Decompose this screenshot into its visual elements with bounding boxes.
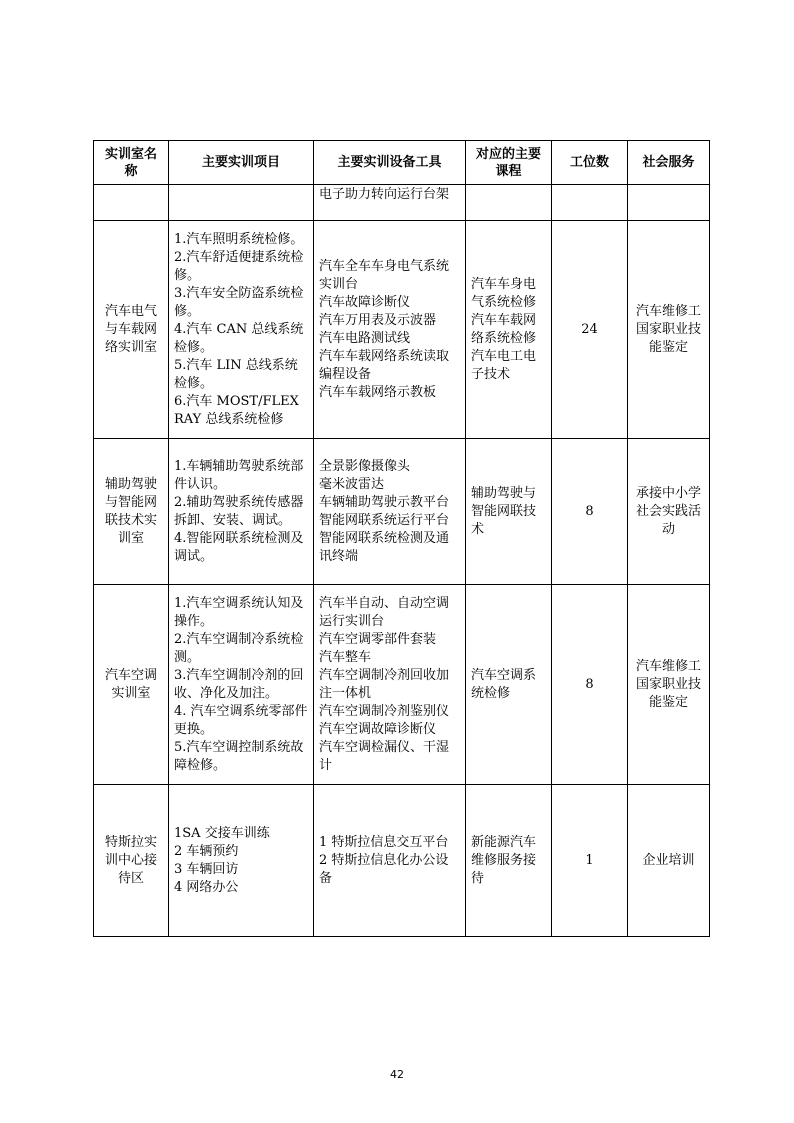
equipment-cell-line: 汽车全车车身电气系统实训台 xyxy=(319,258,450,292)
equipment-cell-line: 汽车空调制冷剂鉴别仪 xyxy=(319,703,450,719)
equipment-cell xyxy=(314,785,466,937)
equipment-cell xyxy=(314,185,466,221)
equipment-cell-line: 汽车整车 xyxy=(319,649,372,665)
table-row xyxy=(94,785,710,937)
equipment-cell-line: 汽车半自动、自动空调运行实训台 xyxy=(319,595,450,629)
equipment-cell-line: 汽车车载网络示教板 xyxy=(319,384,437,400)
projects-cell-line: 1.汽车空调系统认知及操作。 xyxy=(174,595,304,629)
room-name-cell: 特斯拉实训中心接待区 xyxy=(94,785,169,937)
projects-cell-line: 3.汽车安全防盗系统检修。 xyxy=(174,285,304,319)
stations-cell: 8 xyxy=(552,439,628,585)
courses-cell: 汽车空调系统检修 xyxy=(466,585,552,785)
service-cell: 汽车维修工国家职业技能鉴定 xyxy=(628,221,710,439)
room-name-cell: 汽车空调实训室 xyxy=(94,585,169,785)
room-name-cell: 汽车电气与车载网络实训室 xyxy=(94,221,169,439)
projects-cell-line: 2 车辆预约 xyxy=(174,843,239,859)
equipment-cell-line: 汽车电路测试线 xyxy=(319,330,411,346)
service-cell: 承接中小学社会实践活动 xyxy=(628,439,710,585)
header-courses: 对应的主要课程 xyxy=(466,141,552,185)
room-name-cell: 辅助驾驶与智能网联技术实训室 xyxy=(94,439,169,585)
projects-cell xyxy=(169,785,314,937)
equipment-cell-line: 智能网联系统检测及通讯终端 xyxy=(319,530,450,564)
stations-cell: 1 xyxy=(552,785,628,937)
projects-cell-line: 4.汽车 CAN 总线系统检修。 xyxy=(174,321,304,355)
courses-cell: 新能源汽车维修服务接待 xyxy=(466,785,552,937)
equipment-cell-line: 汽车车载网络系统读取编程设备 xyxy=(319,348,450,382)
training-room-table xyxy=(93,140,710,937)
equipment-cell xyxy=(314,221,466,439)
stations-cell: 8 xyxy=(552,585,628,785)
equipment-cell-line: 智能网联系统运行平台 xyxy=(319,512,450,528)
projects-cell-line: 1.车辆辅助驾驶系统部件认识。 xyxy=(174,458,304,492)
service-cell: 企业培训 xyxy=(628,785,710,937)
projects-cell-line: 4 网络办公 xyxy=(174,879,239,895)
equipment-cell-line: 车辆辅助驾驶示教平台 xyxy=(319,494,450,510)
projects-cell-line: 3 车辆回访 xyxy=(174,861,239,877)
projects-cell-line: 1.汽车照明系统检修。 xyxy=(174,231,304,247)
equipment-cell-line: 毫米波雷达 xyxy=(319,476,385,492)
equipment-cell xyxy=(314,585,466,785)
header-service: 社会服务 xyxy=(628,141,710,185)
equipment-cell-line: 汽车空调制冷剂回收加注一体机 xyxy=(319,667,450,701)
equipment-cell-line: 1 特斯拉信息交互平台 xyxy=(319,834,449,850)
projects-cell-line: 5.汽车空调控制系统故障检修。 xyxy=(174,739,304,773)
projects-cell-line: 1SA 交接车训练 xyxy=(174,825,270,841)
equipment-cell-line: 电子助力转向运行台架 xyxy=(319,187,450,202)
header-room-name: 实训室名称 xyxy=(94,141,169,185)
header-projects: 主要实训项目 xyxy=(169,141,314,185)
equipment-cell-line: 汽车空调检漏仪、干湿计 xyxy=(319,739,450,773)
projects-cell-line: 4.智能网联系统检测及调试。 xyxy=(174,530,304,564)
stations-cell: 24 xyxy=(552,221,628,439)
projects-cell-line: 2.辅助驾驶系统传感器拆卸、安装、调试。 xyxy=(174,494,304,528)
equipment-cell-line: 全景影像摄像头 xyxy=(319,458,411,474)
projects-cell-line: 2.汽车舒适便捷系统检修。 xyxy=(174,249,304,283)
table-row xyxy=(94,439,710,585)
header-row xyxy=(94,141,710,185)
projects-cell-line: 3.汽车空调制冷剂的回收、净化及加注。 xyxy=(174,667,304,701)
table-row xyxy=(94,185,710,221)
equipment-cell xyxy=(314,439,466,585)
equipment-cell-line: 汽车空调零部件套装 xyxy=(319,631,437,647)
projects-cell xyxy=(169,439,314,585)
equipment-cell-line: 汽车空调故障诊断仪 xyxy=(319,721,437,737)
courses-cell: 汽车车身电气系统检修汽车车载网络系统检修汽车电工电子技术 xyxy=(466,221,552,439)
equipment-cell-line: 汽车万用表及示波器 xyxy=(319,312,437,328)
projects-cell xyxy=(169,221,314,439)
projects-cell xyxy=(169,585,314,785)
projects-cell-line: 5.汽车 LIN 总线系统检修。 xyxy=(174,357,298,391)
projects-cell-line: 4. 汽车空调系统零部件更换。 xyxy=(174,703,308,737)
equipment-cell-line: 2 特斯拉信息化办公设备 xyxy=(319,852,449,886)
service-cell xyxy=(628,185,710,221)
courses-cell xyxy=(466,185,552,221)
projects-cell xyxy=(169,185,314,221)
header-equipment: 主要实训设备工具 xyxy=(314,141,466,185)
equipment-cell-line: 汽车故障诊断仪 xyxy=(319,294,411,310)
table-row xyxy=(94,221,710,439)
table-row xyxy=(94,585,710,785)
service-cell: 汽车维修工国家职业技能鉴定 xyxy=(628,585,710,785)
stations-cell xyxy=(552,185,628,221)
projects-cell-line: 6.汽车 MOST/FLEXRAY 总线系统检修 xyxy=(174,393,299,427)
header-stations: 工位数 xyxy=(552,141,628,185)
page-number: 42 xyxy=(390,1068,404,1081)
room-name-cell xyxy=(94,185,169,221)
projects-cell-line: 2.汽车空调制冷系统检测。 xyxy=(174,631,304,665)
courses-cell: 辅助驾驶与智能网联技术 xyxy=(466,439,552,585)
